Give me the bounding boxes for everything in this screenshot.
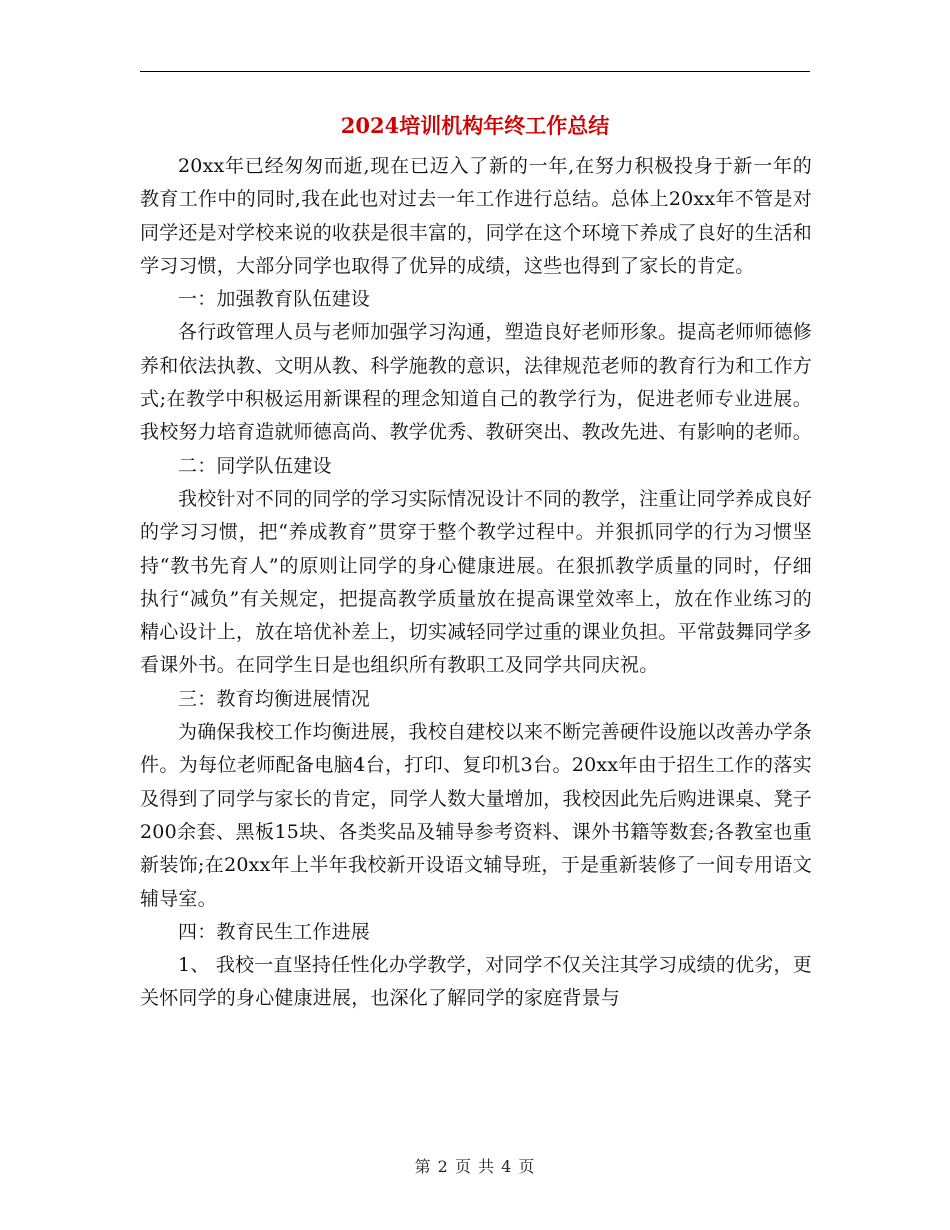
paragraph-section-3: 为确保我校工作均衡进展，我校自建校以来不断完善硬件设施以改善办学条件。为每位老师配备电脑4台，打印、复印机3台。20xx年由于招生工作的落实及得到了同学与家长的肯定，同学人数大量增加，我校因此先后购进课桌、凳子200余套、黑板15块、各类奖品及辅导参考资料、课外书籍等数套;各教室也重新装饰;在20xx年上半年我校新开设语文辅导班，于是重新装修了一间专用语文辅导室。 (140, 721, 813, 910)
paragraph-section-1: 各行政管理人员与老师加强学习沟通，塑造良好老师形象。提高老师师德修养和依法执教、文明从教、科学施教的意识，法律规范老师的教育行为和工作方式;在教学中积极运用新课程的理念知道自己的教学行为，促进老师专业进展。我校努力培育造就师德高尚、教学优秀、教研突出、教改先进、有影响的老师。 (140, 321, 813, 444)
paragraph-section-2: 我校针对不同的同学的学习实际情况设计不同的教学，注重让同学养成良好的学习习惯，把“养成教育”贯穿于整个教学过程中。并狠抓同学的行为习惯坚持“教书先育人”的原则让同学的身心健康进展。在狠抓教学质量的同时，仔细执行“减负”有关规定，把提高教学质量放在提高课堂效率上，放在作业练习的精心设计上，放在培优补差上，切实减轻同学过重的课业负担。平常鼓舞同学多看课外书。在同学生日是也组织所有教职工及同学共同庆祝。 (140, 487, 813, 677)
section-heading-3: 三：教育均衡进展情况 (178, 687, 371, 710)
section-heading-1: 一：加强教育队伍建设 (178, 288, 371, 311)
paragraph-intro: 20xx年已经匆匆而逝,现在已迈入了新的一年,在努力积极投身于新一年的教育工作中的同时,我在此也对过去一年工作进行总结。总体上20xx年不管是对同学还是对学校来说的收获是很丰富的，同学在这个环境下养成了良好的生活和学习习惯，大部分同学也取得了优异的成绩，这些也得到了家长的肯定。 (140, 155, 813, 277)
section-heading-4: 四：教育民生工作进展 (178, 920, 371, 943)
section-heading-2: 二：同学队伍建设 (178, 454, 332, 477)
paragraph-section-4: 1、 我校一直坚持任性化办学教学，对同学不仅关注其学习成绩的优劣，更关怀同学的身心健康进展，也深化了解同学的家庭背景与 (140, 954, 812, 1010)
page-number-footer: 第 2 页 共 4 页 (414, 1157, 536, 1176)
header-rule (140, 71, 810, 72)
document-title: 2024培训机构年终工作总结 (340, 113, 610, 138)
document-body (140, 150, 812, 1016)
